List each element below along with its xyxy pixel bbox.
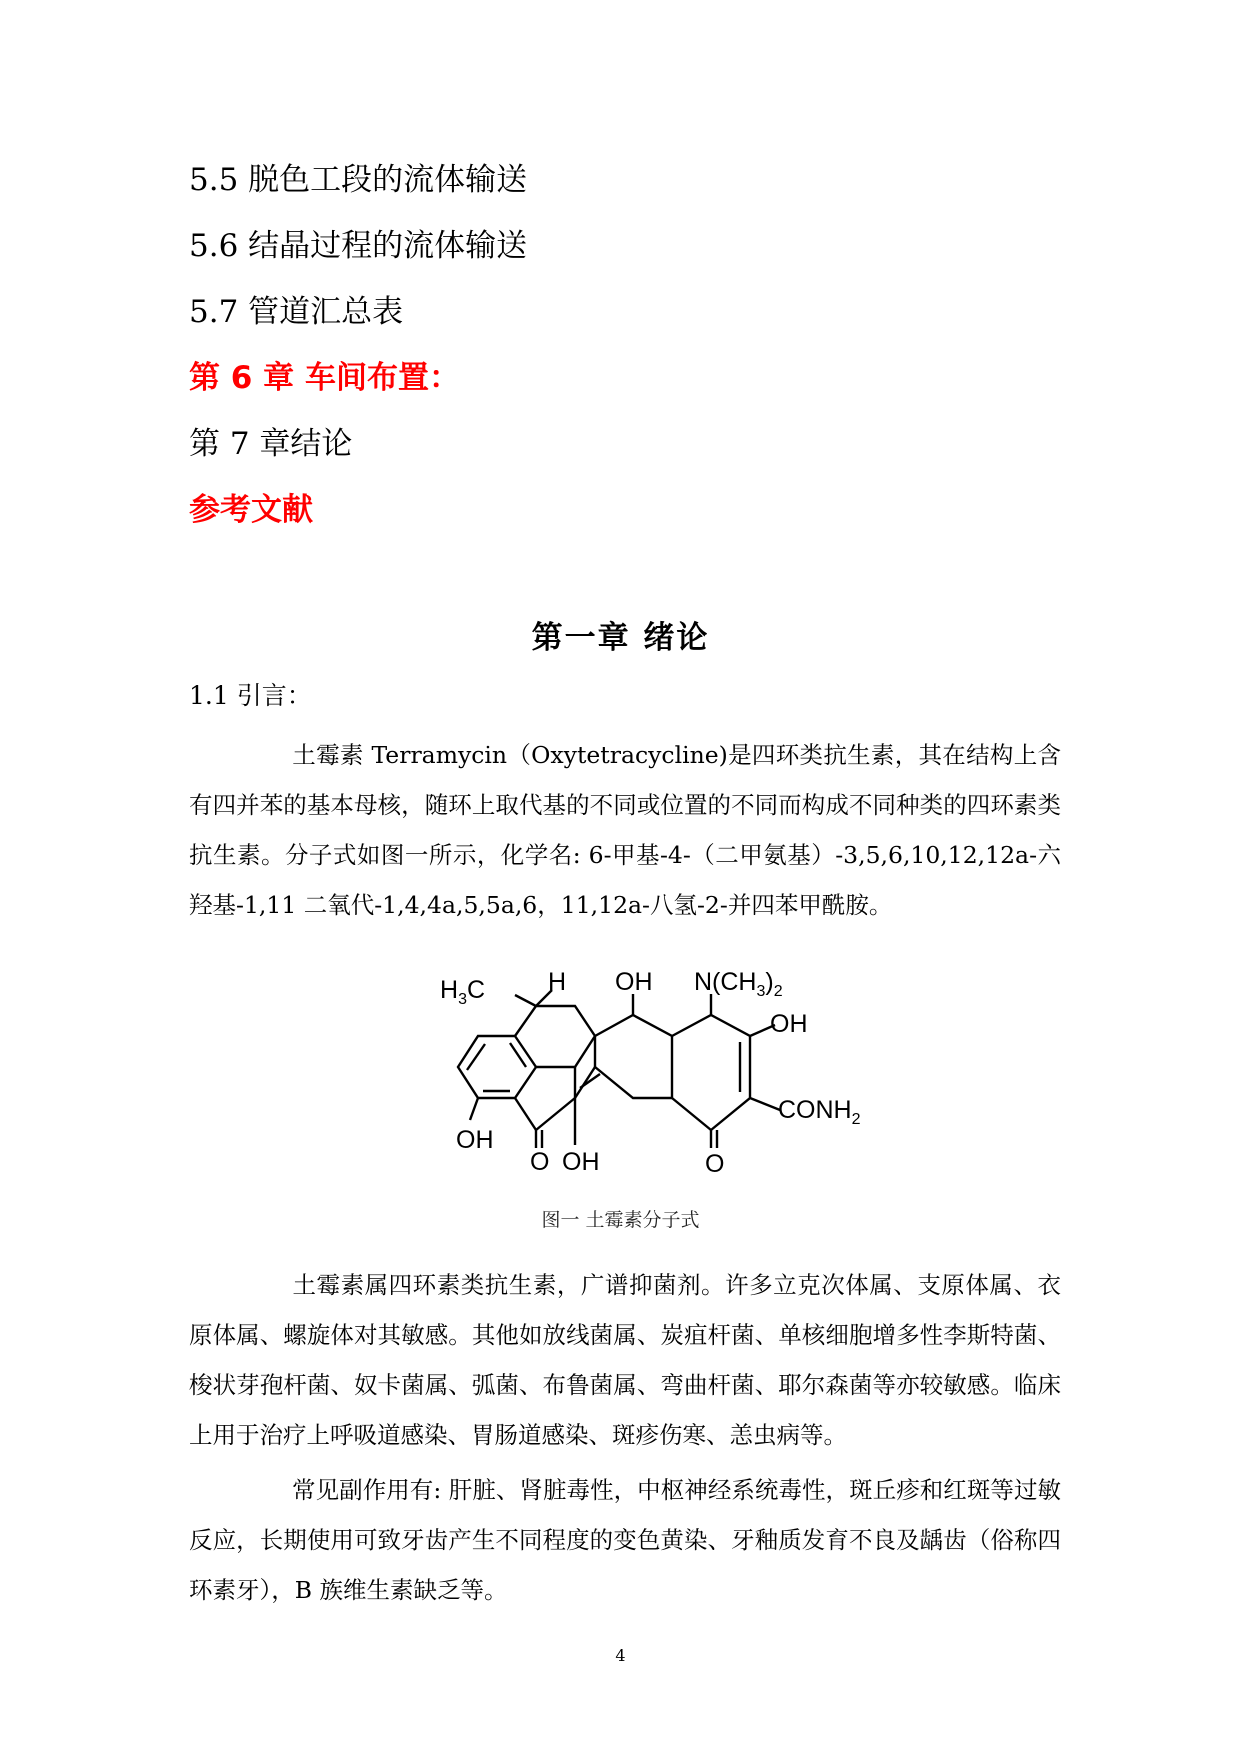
structure-bonds: [458, 990, 780, 1148]
toc-references: 参考文献: [189, 492, 313, 528]
paragraph-spectrum-text: 土霉素属四环素类抗生素，广谱抑菌剂。许多立克次体属、支原体属、衣原体属、螺旋体对其敏感。其他如放线菌属、炭疽杆菌、单核细胞增多性李斯特菌、梭状芽孢杆菌、奴卡菌属、弧菌、布鲁菌属、弯曲杆菌、耶尔森菌等亦较敏感。临床上用于治疗上呼吸道感染、胃肠道感染、斑疹伤寒、恙虫病等。: [189, 1271, 1061, 1449]
oh-bond: [470, 1098, 478, 1120]
figure-caption: 图一 土霉素分子式: [541, 1209, 700, 1231]
toc-item-5-5: 5.5 脱色工段的流体输送: [189, 162, 528, 198]
label-oh-top: OH: [615, 970, 653, 996]
label-nme2: $N(CH_3)_2$: [694, 970, 783, 1000]
paragraph-side-effects: [189, 1465, 1061, 1615]
ring-d: [672, 1015, 750, 1130]
chapter-title: 第一章 绪论: [531, 620, 710, 656]
label-conh2: $CONH_2$: [778, 1096, 861, 1128]
page-number: 4: [615, 1646, 626, 1665]
label-o-right: O: [705, 1150, 725, 1178]
toc-chapter-6: 第 6 章 车间布置：: [189, 360, 460, 396]
label-oh-bottom-mid: OH: [562, 1148, 600, 1176]
label-h3c: $H_3C$: [440, 976, 486, 1008]
paragraph-spectrum: [189, 1260, 1061, 1460]
oxytetracycline-structure-figure: [440, 970, 880, 1190]
amide-bond: [750, 1098, 780, 1110]
paragraph-side-effects-text: 常见副作用有: 肝脏、肾脏毒性，中枢神经系统毒性，斑丘疹和红斑等过敏反应，长期使用可致牙齿产生不同程度的变色黄染、牙釉质发育不良及龋齿（俗称四环素牙），B 族维生素缺乏等。: [189, 1476, 1061, 1604]
label-oh-bottom-left: OH: [456, 1126, 494, 1154]
methyl-bond: [515, 995, 536, 1006]
paragraph-intro: [189, 730, 1061, 930]
toc-chapter-7: 第 7 章结论: [189, 426, 353, 462]
section-heading-1-1: 1.1 引言：: [189, 681, 312, 710]
bond: [515, 1098, 536, 1130]
label-oh-right: OH: [770, 1010, 808, 1038]
label-h: H: [548, 970, 567, 996]
toc-item-5-6: 5.6 结晶过程的流体输送: [189, 228, 528, 264]
label-o-left: O: [530, 1148, 550, 1176]
bond: [536, 1098, 575, 1130]
ring-b: [515, 1006, 595, 1067]
paragraph-intro-text: 土霉素 Terramycin（Oxytetracycline)是四环类抗生素，其在结构上含有四并苯的基本母核，随环上取代基的不同或位置的不同而构成不同种类的四环素类抗生素。分子式如图一所示，化学名: 6-甲基-4-（二甲氨基）-3,5,6,10,12,12a-六羟基-1,11 二氧代-1,4,4a,5,5a,6，11,12a-八氢-2-并四苯甲酰胺。: [189, 741, 1061, 919]
toc-item-5-7: 5.7 管道汇总表: [189, 294, 404, 330]
